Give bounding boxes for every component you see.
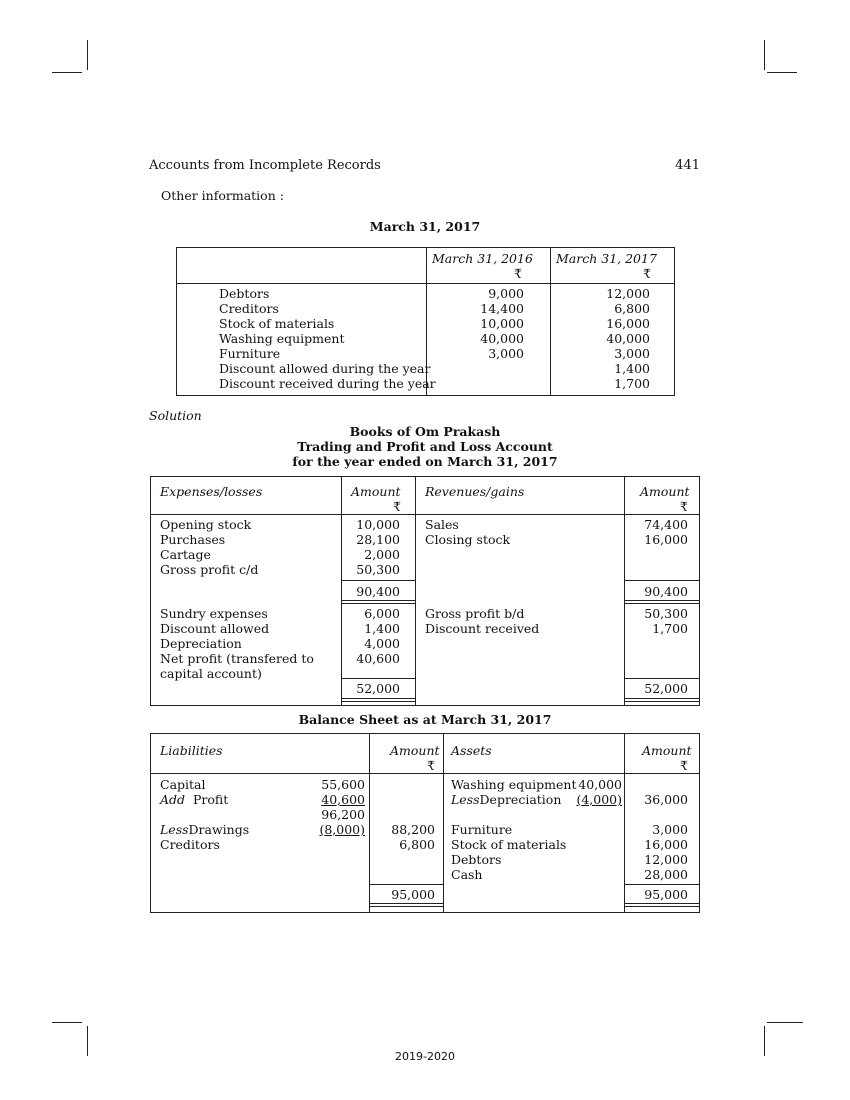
pl-total-right: 52,000 [644,681,688,696]
trading-total-right: 90,400 [644,584,688,599]
crop-mark [87,1026,88,1056]
crop-mark [764,1026,765,1056]
col-head-2017: March 31, 2017 [556,251,657,266]
expense-label: Discount allowed [160,621,270,636]
capital-subtotal: 96,200 [321,807,365,822]
less-word: Less [451,792,480,807]
amount-cell: 4,000 [364,636,400,651]
double-rule [341,701,415,702]
value-cell: 14,400 [480,301,524,316]
depreciation-inner [565,792,622,807]
washing-net-amount: 36,000 [644,792,688,807]
asset-labels [451,822,566,882]
crop-mark [767,72,797,73]
double-rule [369,903,443,904]
creditors-amount: 6,800 [399,837,435,852]
currency-symbol: ₹ [643,266,651,281]
less-word: Less [160,822,189,837]
asset-label: Furniture [451,822,513,837]
crop-mark [767,1022,803,1023]
balance-sheet-title: Balance Sheet as at March 31, 2017 [298,712,552,727]
revenue-labels-trading [425,517,510,547]
revenue-label: Discount received [425,621,540,636]
total-rule [624,678,700,679]
asset-label: Stock of materials [451,837,567,852]
column-rule [341,476,342,706]
amount-cell: 16,000 [644,837,688,852]
double-rule [341,603,415,604]
expense-label: Purchases [160,532,226,547]
profit-value: 40,600 [321,792,365,807]
head-revenues: Revenues/gains [425,484,525,499]
account-title: Trading and Profit and Loss Account [297,439,553,454]
less-label: Drawings [188,822,250,837]
currency-symbol: ₹ [680,499,688,514]
intro-text: Other information : [161,188,284,203]
expense-label: capital account) [160,666,262,681]
value-cell: 6,800 [614,301,650,316]
amount-cell: 12,000 [644,852,688,867]
value-cell: 3,000 [488,346,524,361]
trading-total-left: 90,400 [356,584,400,599]
crop-mark [52,72,82,73]
expense-label: Cartage [160,547,211,562]
double-rule [624,701,700,702]
row-label: Discount allowed during the year [219,361,431,376]
revenue-label: Gross profit b/d [425,606,525,621]
book-title: Books of Om Prakash [349,424,501,439]
running-head-title: Accounts from Incomplete Records [149,158,381,173]
column-rule [624,476,625,706]
currency-symbol: ₹ [393,499,401,514]
row-label: Stock of materials [219,316,335,331]
total-rule [341,580,415,581]
double-rule [624,906,700,907]
head-amount: Amount [351,484,401,499]
double-rule [341,698,415,699]
revenue-labels-pl [425,606,539,636]
head-amount: Amount [642,743,692,758]
pl-total-left: 52,000 [356,681,400,696]
head-liabilities: Liabilities [160,743,223,758]
revenue-label: Closing stock [425,532,511,547]
add-label: Profit [192,792,229,807]
row-label: Furniture [219,346,281,361]
less-line [160,822,249,837]
add-line [160,792,228,807]
asset-amounts [628,822,688,882]
value-cell: 40,000 [606,331,650,346]
column-rule [624,733,625,913]
currency-symbol: ₹ [514,266,522,281]
col-head-2016: March 31, 2016 [432,251,533,266]
amount-cell: 50,300 [644,606,688,621]
depreciation-value: (4,000) [576,792,622,807]
amount-cell: 28,000 [644,867,688,882]
currency-symbol: ₹ [680,758,688,773]
head-amount: Amount [640,484,690,499]
value-cell [440,376,524,391]
asset-label: Debtors [451,852,502,867]
add-word: Add [160,792,186,807]
amount-cell: 50,300 [356,562,400,577]
expense-label: Net profit (transfered to [160,651,314,666]
solution-label: Solution [149,408,202,423]
asset-label: Cash [451,867,483,882]
amount-cell: 16,000 [644,532,688,547]
revenue-amounts-trading [628,517,688,547]
total-rule [624,884,700,885]
head-expenses: Expenses/losses [160,484,263,499]
total-rule [341,678,415,679]
head-amount: Amount [390,743,440,758]
value-cell: 3,000 [614,346,650,361]
value-cell: 10,000 [480,316,524,331]
value-cell [440,361,524,376]
double-rule [624,600,700,601]
amount-cell: 28,100 [356,532,400,547]
expense-labels-trading [160,517,258,577]
crop-mark [52,1022,82,1023]
column-rule [369,733,370,913]
amount-cell: 40,600 [356,651,400,666]
value-cell: 16,000 [606,316,650,331]
revenue-amounts-pl [628,606,688,636]
expense-label: Opening stock [160,517,252,532]
amount-cell: 74,400 [644,517,688,532]
revenue-label: Sales [425,517,459,532]
column-rule [550,247,551,396]
expense-label: Sundry expenses [160,606,268,621]
capital-inner: 55,600 [321,777,365,792]
row-label: Creditors [219,301,279,316]
value-cell: 40,000 [480,331,524,346]
row-labels [219,286,436,391]
depreciation-label: Depreciation [479,792,562,807]
amount-cell: 1,700 [652,621,688,636]
double-rule [624,603,700,604]
currency-symbol: ₹ [427,758,435,773]
double-rule [624,903,700,904]
double-rule [341,600,415,601]
header-rule [150,514,700,515]
values-2017 [564,286,650,391]
account-period: for the year ended on March 31, 2017 [292,454,558,469]
amount-cell: 10,000 [356,517,400,532]
expense-label: Depreciation [160,636,242,651]
column-rule [415,476,416,706]
double-rule [369,906,443,907]
drawings-value: (8,000) [319,822,365,837]
washing-inner: 40,000 [578,777,622,792]
row-label: Debtors [219,286,270,301]
amount-cell: 2,000 [364,547,400,562]
page-number: 441 [675,158,700,173]
value-cell: 12,000 [606,286,650,301]
expense-label: Gross profit c/d [160,562,259,577]
bs-total-right: 95,000 [644,887,688,902]
bs-total-left: 95,000 [391,887,435,902]
amount-cell: 6,000 [364,606,400,621]
value-cell: 1,700 [614,376,650,391]
expense-amounts-pl [345,606,400,681]
amount-cell: 1,400 [364,621,400,636]
capital-amount: 88,200 [391,822,435,837]
expense-amounts-trading [345,517,400,577]
head-assets: Assets [451,743,492,758]
profit-inner [305,792,365,807]
capital-label: Capital [160,777,206,792]
value-cell: 1,400 [614,361,650,376]
total-rule [369,884,443,885]
depreciation-line [451,792,561,807]
washing-label: Washing equipment [451,777,577,792]
value-cell: 9,000 [488,286,524,301]
expense-labels-pl [160,606,314,681]
amount-cell: 3,000 [652,822,688,837]
crop-mark [87,40,88,70]
footer-year: 2019-2020 [395,1050,455,1063]
values-2016 [440,286,524,391]
crop-mark [764,40,765,70]
double-rule [624,698,700,699]
total-rule [624,580,700,581]
creditors-label: Creditors [160,837,220,852]
other-info-heading: March 31, 2017 [369,219,481,234]
header-rule [150,773,700,774]
drawings-inner [305,822,365,837]
column-rule [443,733,444,913]
row-label: Washing equipment [219,331,345,346]
row-label: Discount received during the year [219,376,436,391]
